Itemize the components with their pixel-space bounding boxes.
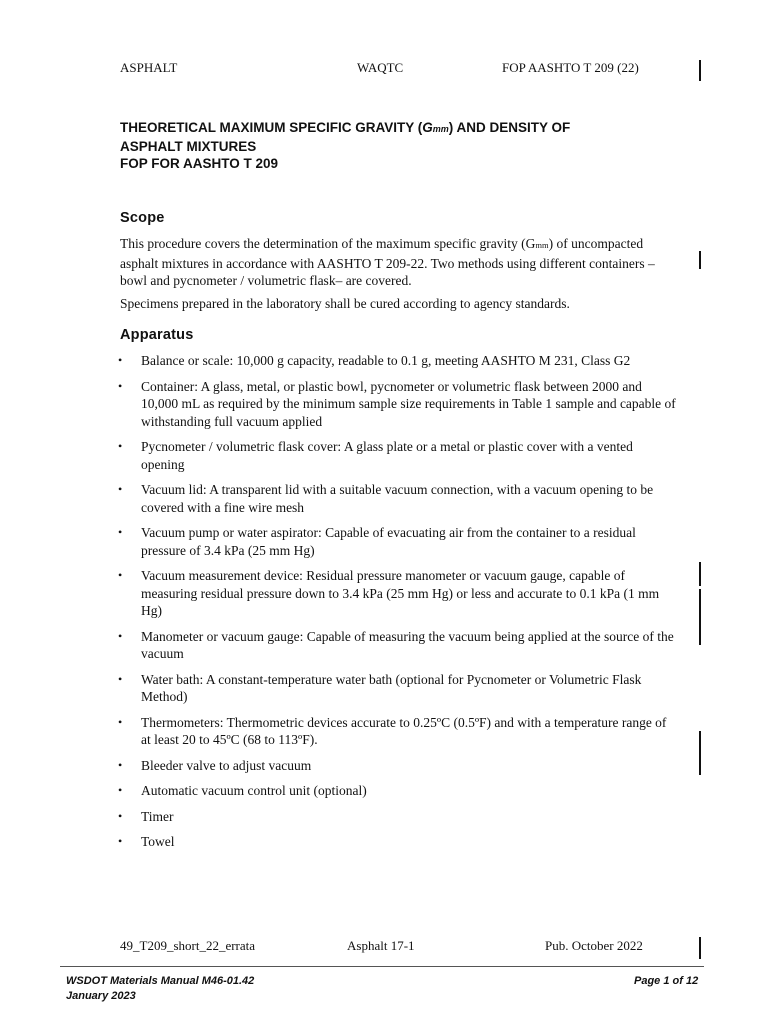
list-item: • Manometer or vacuum gauge: Capable of measuring the vacuum being applied at the source of the vacuum <box>118 628 674 661</box>
footer-page-label: Asphalt 17-1 <box>347 938 415 953</box>
apparatus-heading: Apparatus <box>120 327 194 343</box>
bullet-icon: • <box>118 671 123 686</box>
header-center: WAQTC <box>357 60 404 75</box>
footer-page-number: Page 1 of 12 <box>634 975 699 987</box>
title-line-1: THEORETICAL MAXIMUM SPECIFIC GRAVITY (Gmm) AND DENSITY OF <box>120 120 571 135</box>
bullet-icon: • <box>118 783 123 797</box>
bullet-icon: • <box>118 628 123 643</box>
scope-heading: Scope <box>120 210 165 226</box>
list-item: • Pycnometer / volumetric flask cover: A glass plate or a metal or plastic cover with a vented opening <box>118 439 633 472</box>
list-item: • Vacuum measurement device: Residual pressure manometer or vacuum gauge, capable of measuring residual pressure down to 3.4 kPa (25 mm Hg) or less and accurate to 0.1 kPa (1 mm Hg) <box>118 568 660 618</box>
list-item: • Vacuum pump or water aspirator: Capable of evacuating air from the container to a residual pressure of 3.4 kPa (25 mm Hg) <box>118 525 636 558</box>
list-item: • Bleeder valve to adjust vacuum <box>118 757 312 773</box>
list-item: • Container: A glass, metal, or plastic bowl, pycnometer or volumetric flask between 2000 and 10,000 mL as required by the minimum sample size requirements in Table 1 sample and capable of withstanding full vacuum applied <box>118 378 676 429</box>
bullet-icon: • <box>118 482 123 496</box>
change-bar <box>699 589 701 645</box>
header-right: FOP AASHTO T 209 (22) <box>502 60 639 75</box>
change-bar <box>699 937 701 959</box>
list-item: • Vacuum lid: A transparent lid with a suitable vacuum connection, with a vacuum opening to be covered with a fine wire mesh <box>118 482 654 515</box>
bullet-icon: • <box>118 834 123 848</box>
scope-paragraph-1: This procedure covers the determination of the maximum specific gravity (Gmm) of uncompacted asphalt mixtures in accordance with AASHTO T 209-22. Two methods using different containers – bowl and pycnometer / volumetric flask– are covered. <box>120 236 655 288</box>
page-title <box>120 119 680 172</box>
list-item: • Thermometers: Thermometric devices accurate to 0.25ºC (0.5ºF) and with a temperature range of at least 20 to 45ºC (68 to 113ºF). <box>118 714 667 747</box>
list-item: • Towel <box>118 834 175 849</box>
footer-manual-title: WSDOT Materials Manual M46-01.42 <box>66 975 255 987</box>
list-item: • Balance or scale: 10,000 g capacity, readable to 0.1 g, meeting AASHTO M 231, Class G2 <box>118 353 631 368</box>
bullet-icon: • <box>118 714 123 729</box>
bullet-icon: • <box>118 568 123 582</box>
title-line-2: ASPHALT MIXTURES <box>120 139 257 154</box>
apparatus-list <box>118 352 678 859</box>
header-left: ASPHALT <box>120 60 178 75</box>
list-item: • Water bath: A constant-temperature water bath (optional for Pycnometer or Volumetric Flask Method) <box>118 671 642 704</box>
footer-file-name: 49_T209_short_22_errata <box>120 938 256 953</box>
bullet-icon: • <box>118 439 123 453</box>
footer-divider <box>60 966 704 967</box>
list-item: • Timer <box>118 808 174 824</box>
bullet-icon: • <box>118 353 123 367</box>
bullet-icon: • <box>118 757 123 772</box>
title-line-3: FOP FOR AASHTO T 209 <box>120 156 279 171</box>
footer-revision-date: January 2023 <box>66 990 136 1002</box>
bullet-icon: • <box>118 808 123 823</box>
list-item: • Automatic vacuum control unit (optional) <box>118 783 367 798</box>
change-bar <box>699 562 701 586</box>
bullet-icon: • <box>118 525 123 539</box>
change-bar <box>699 251 701 269</box>
change-bar <box>699 60 701 81</box>
scope-paragraph-2: Specimens prepared in the laboratory shall be cured according to agency standards. <box>120 296 570 311</box>
footer-publication-date: Pub. October 2022 <box>545 938 643 953</box>
change-bar <box>699 731 701 775</box>
bullet-icon: • <box>118 378 123 393</box>
